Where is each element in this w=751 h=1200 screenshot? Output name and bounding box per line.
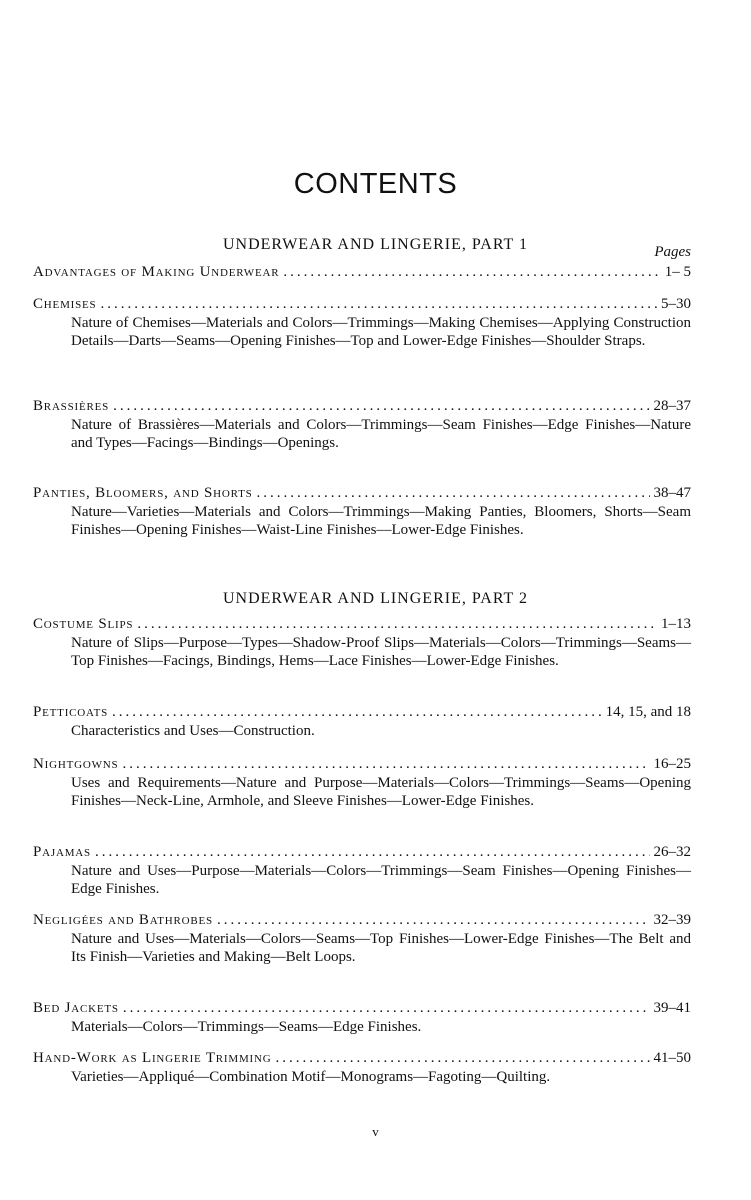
- entry-pages: 26–32: [653, 844, 691, 860]
- part-1-heading: UNDERWEAR AND LINGERIE, PART 1: [222, 236, 529, 253]
- entry-title: Brassières: [33, 398, 110, 414]
- dot-leader: [217, 912, 650, 929]
- toc-entry: [33, 616, 691, 670]
- page-number: v: [372, 1124, 379, 1139]
- entry-description: Nature—Varieties—Materials and Colors—Trimmings—Making Panties, Bloomers, Shorts—Seam Finishes—Opening Finishes—Waist-Line Finishes—Lower-Edge Finishes.: [71, 504, 691, 538]
- entry-pages: 39–41: [653, 1000, 691, 1016]
- entry-title: Advantages of Making Underwear: [33, 264, 280, 280]
- toc-entry: [33, 704, 691, 741]
- entry-title: Bed Jackets: [33, 1000, 119, 1016]
- toc-entry: [33, 756, 691, 810]
- entry-pages: 38–47: [653, 485, 691, 501]
- toc-entry: [33, 844, 691, 898]
- dot-leader: [283, 264, 660, 281]
- entry-title: Petticoats: [33, 704, 109, 720]
- dot-leader: [100, 296, 657, 313]
- toc-entry: [33, 485, 691, 539]
- dot-leader: [112, 704, 602, 721]
- entry-pages: 1–13: [661, 616, 691, 632]
- toc-entry: [33, 912, 691, 966]
- entry-description: Varieties—Appliqué—Combination Motif—Monograms—Fagoting—Quilting.: [71, 1069, 551, 1085]
- entry-title: Panties, Bloomers, and Shorts: [33, 485, 253, 501]
- entry-title: Negligées and Bathrobes: [33, 912, 213, 928]
- toc-entry: [33, 1000, 691, 1037]
- entry-description: Nature of Chemises—Materials and Colors—Trimmings—Making Chemises—Applying Construction Details—Darts—Seams—Opening Finishes—Top and Lower-Edge Finishes—Shoulder Straps.: [71, 315, 691, 349]
- entry-description: Nature of Brassières—Materials and Colors—Trimmings—Seam Finishes—Edge Finishes—Nature and Types—Facings—Bindings—Openings.: [71, 417, 691, 451]
- dot-leader: [137, 616, 657, 633]
- entry-description: Characteristics and Uses—Construction.: [71, 723, 315, 739]
- toc-entry: [33, 1050, 691, 1087]
- entry-title: Nightgowns: [33, 756, 119, 772]
- pages-column-label: Pages: [654, 244, 691, 260]
- entry-title: Costume Slips: [33, 616, 134, 632]
- entry-pages: 28–37: [653, 398, 691, 414]
- entry-title: Pajamas: [33, 844, 91, 860]
- entry-description: Nature and Uses—Materials—Colors—Seams—Top Finishes—Lower-Edge Finishes—The Belt and Its Finish—Varieties and Making—Belt Loops.: [71, 931, 691, 965]
- entry-pages: 14, 15, and 18: [605, 704, 691, 720]
- entry-description: Materials—Colors—Trimmings—Seams—Edge Finishes.: [71, 1019, 422, 1035]
- dot-leader: [113, 398, 649, 415]
- entry-pages: 1– 5: [664, 264, 691, 280]
- entry-description: Uses and Requirements—Nature and Purpose—Materials—Colors—Trimmings—Seams—Opening Finishes—Neck-Line, Armhole, and Sleeve Finishes—Lower-Edge Finishes.: [71, 775, 691, 809]
- part-2-heading: UNDERWEAR AND LINGERIE, PART 2: [222, 590, 529, 607]
- entry-pages: 5–30: [661, 296, 691, 312]
- entry-description: Nature and Uses—Purpose—Materials—Colors—Trimmings—Seam Finishes—Opening Finishes—Edge Finishes.: [71, 863, 691, 897]
- entry-title: Chemises: [33, 296, 97, 312]
- dot-leader: [276, 1050, 650, 1067]
- dot-leader: [123, 1000, 650, 1017]
- toc-entry: [33, 264, 691, 281]
- entry-pages: 32–39: [653, 912, 691, 928]
- page-title: CONTENTS: [293, 168, 458, 200]
- entry-title: Hand-Work as Lingerie Trimming: [33, 1050, 272, 1066]
- dot-leader: [122, 756, 649, 773]
- dot-leader: [95, 844, 650, 861]
- dot-leader: [257, 485, 650, 502]
- entry-pages: 16–25: [653, 756, 691, 772]
- entry-description: Nature of Slips—Purpose—Types—Shadow-Proof Slips—Materials—Colors—Trimmings—Seams—Top Finishes—Facings, Bindings, Hems—Lace Finishes—Lower-Edge Finishes.: [71, 635, 691, 669]
- entry-pages: 41–50: [653, 1050, 691, 1066]
- toc-entry: [33, 398, 691, 452]
- toc-entry: [33, 296, 691, 350]
